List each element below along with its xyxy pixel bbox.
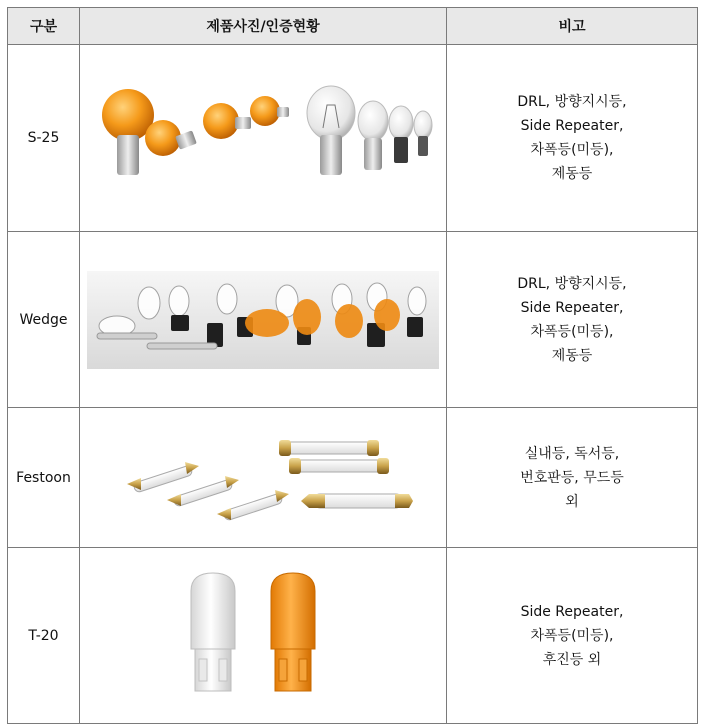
row-note: DRL, 방향지시등, Side Repeater, 차폭등(미등), 제동등 [447, 232, 698, 408]
product-photo-t20 [80, 548, 447, 724]
t20-clear-bulb [191, 573, 235, 691]
wedge-bulbs-image [87, 271, 439, 369]
row-note: 실내등, 독서등, 번호판등, 무드등 외 [447, 408, 698, 548]
row-type-label: T-20 [8, 548, 80, 724]
table-row [8, 232, 698, 408]
row-note: Side Repeater, 차폭등(미등), 후진등 외 [447, 548, 698, 724]
header-type: 구분 [8, 8, 80, 45]
row-type-label: Festoon [8, 408, 80, 548]
table-row [8, 548, 698, 724]
t20-amber-bulb [271, 573, 315, 691]
product-photo-wedge [80, 232, 447, 408]
table-row [8, 408, 698, 548]
header-photo: 제품사진/인증현황 [80, 8, 447, 45]
table-row [8, 45, 698, 232]
product-photo-festoon [80, 408, 447, 548]
row-type-label: S-25 [8, 45, 80, 232]
festoon-bulbs-image [113, 428, 413, 528]
product-photo-s25 [80, 45, 447, 232]
row-type-label: Wedge [8, 232, 80, 408]
t20-bulbs-image [173, 571, 353, 701]
header-note: 비고 [447, 8, 698, 45]
product-table [7, 7, 698, 724]
row-note: DRL, 방향지시등, Side Repeater, 차폭등(미등), 제동등 [447, 45, 698, 232]
s25-bulbs-image [93, 83, 433, 193]
table-header-row [8, 8, 698, 45]
